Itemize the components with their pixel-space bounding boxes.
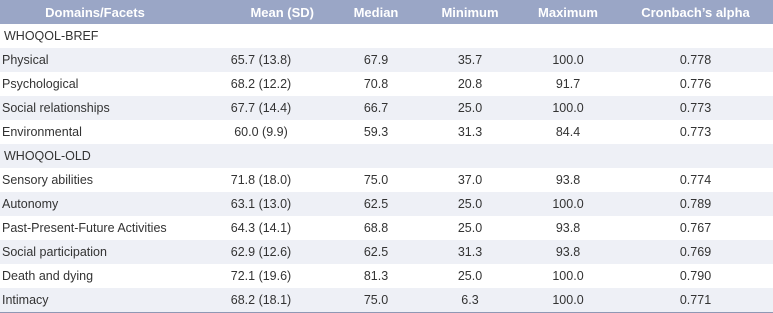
cell-mean: 67.7 (14.4) [192, 96, 330, 120]
cell-maximum: 93.8 [555, 221, 581, 235]
table-body [0, 24, 773, 313]
cell-domain: Social participation [0, 240, 192, 264]
cell-mean: 72.1 (19.6) [230, 269, 292, 283]
table-row [0, 216, 773, 240]
cell-median: 68.8 [363, 221, 389, 235]
cell-alpha: 0.790 [679, 269, 712, 283]
cell-maximum: 93.8 [518, 240, 618, 264]
cell-alpha: 0.773 [618, 96, 773, 120]
cell-domain: Social relationships [0, 96, 192, 120]
cell-minimum: 25.0 [457, 221, 483, 235]
cell-maximum: 100.0 [518, 48, 618, 72]
cell-mean: 71.8 (18.0) [230, 173, 292, 187]
cell-alpha: 0.774 [679, 173, 712, 187]
cell-alpha: 0.776 [679, 77, 712, 91]
cell-alpha: 0.767 [679, 221, 712, 235]
cell-minimum: 37.0 [457, 173, 483, 187]
cell-alpha: 0.778 [618, 48, 773, 72]
header-mean: Mean (SD) [192, 0, 330, 24]
group-label: WHOQOL-BREF [4, 29, 99, 43]
cell-minimum: 6.3 [422, 288, 518, 313]
cell-domain: Autonomy [0, 192, 192, 216]
cell-minimum: 25.0 [422, 96, 518, 120]
group-label: WHOQOL-OLD [0, 144, 773, 168]
cell-domain: Environmental [2, 125, 82, 139]
table-row [0, 120, 773, 144]
cell-mean: 65.7 (13.8) [192, 48, 330, 72]
group-row-whoqol-bref [0, 24, 773, 48]
header-maximum: Maximum [518, 0, 618, 24]
cell-mean: 63.1 (13.0) [192, 192, 330, 216]
table-row [0, 48, 773, 72]
cell-maximum: 93.8 [555, 173, 581, 187]
cell-mean: 64.3 (14.1) [230, 221, 292, 235]
cell-median: 66.7 [330, 96, 422, 120]
cell-median: 59.3 [363, 125, 389, 139]
cell-alpha: 0.771 [618, 288, 773, 313]
cell-mean: 62.9 (12.6) [192, 240, 330, 264]
cell-minimum: 20.8 [457, 77, 483, 91]
table-row [0, 192, 773, 216]
header-cronbach-alpha: Cronbach’s alpha [618, 0, 773, 24]
cell-maximum: 100.0 [518, 288, 618, 313]
cell-alpha: 0.769 [618, 240, 773, 264]
cell-domain: Physical [0, 48, 192, 72]
cell-maximum: 100.0 [552, 269, 584, 283]
header-row [0, 0, 773, 24]
cell-domain: Past-Present-Future Activities [2, 221, 167, 235]
cell-median: 81.3 [363, 269, 389, 283]
cell-median: 62.5 [330, 240, 422, 264]
cell-maximum: 91.7 [555, 77, 581, 91]
cell-maximum: 84.4 [555, 125, 581, 139]
cell-mean: 68.2 (18.1) [192, 288, 330, 313]
cell-minimum: 25.0 [422, 192, 518, 216]
table-row [0, 168, 773, 192]
cell-median: 75.0 [363, 173, 389, 187]
cell-maximum: 100.0 [518, 192, 618, 216]
header-minimum: Minimum [422, 0, 518, 24]
cell-alpha: 0.773 [679, 125, 712, 139]
table-row [0, 264, 773, 288]
cell-maximum: 100.0 [518, 96, 618, 120]
cell-median: 75.0 [330, 288, 422, 313]
cell-domain: Sensory abilities [2, 173, 94, 187]
table-row [0, 288, 773, 313]
cell-minimum: 31.3 [422, 240, 518, 264]
cell-alpha: 0.789 [618, 192, 773, 216]
cell-minimum: 25.0 [457, 269, 483, 283]
table-row [0, 240, 773, 264]
header-domain: Domains/Facets [0, 0, 192, 24]
cell-median: 70.8 [363, 77, 389, 91]
cell-minimum: 35.7 [422, 48, 518, 72]
header-median: Median [330, 0, 422, 24]
cell-mean: 68.2 (12.2) [230, 77, 292, 91]
cell-domain: Death and dying [2, 269, 94, 283]
cell-mean: 60.0 (9.9) [234, 125, 288, 139]
cell-minimum: 31.3 [457, 125, 483, 139]
table-row [0, 96, 773, 120]
cell-domain: Psychological [2, 77, 79, 91]
cell-median: 67.9 [330, 48, 422, 72]
table-header [0, 0, 773, 24]
cell-domain: Intimacy [0, 288, 192, 313]
cell-median: 62.5 [330, 192, 422, 216]
group-row-whoqol-old [0, 144, 773, 168]
table-row [0, 72, 773, 96]
